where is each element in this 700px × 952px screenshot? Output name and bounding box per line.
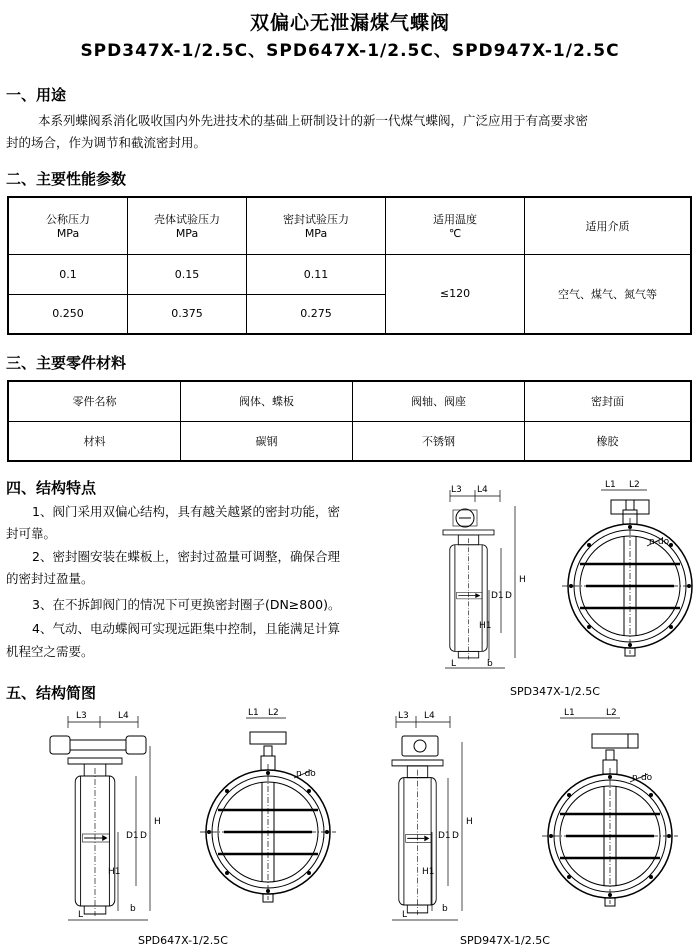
feature-line-2: 封可靠。 — [6, 526, 57, 541]
performance-table — [7, 196, 692, 335]
parts-header-2: 阀轴、阀座 — [353, 381, 525, 421]
label-l2: L2 — [268, 708, 279, 718]
label-d1: D1 — [126, 831, 139, 841]
label-d1: D1 — [438, 831, 451, 841]
page-subtitle: SPD347X-1/2.5C、SPD647X-1/2.5C、SPD947X-1/2.5C — [80, 41, 620, 61]
label-l1: L1 — [605, 480, 616, 490]
diagram-spd347 — [415, 478, 693, 678]
row1-shell: 0.15 — [128, 254, 247, 294]
header-nominal-pressure: 公称压力 MPa — [8, 197, 128, 254]
caption-spd347: SPD347X-1/2.5C — [510, 685, 600, 698]
parts-header-3: 密封面 — [525, 381, 692, 421]
label-l1: L1 — [564, 708, 575, 718]
section4-heading: 四、结构特点 — [6, 479, 97, 497]
label-l: L — [451, 659, 457, 669]
caption-spd647: SPD647X-1/2.5C — [138, 934, 228, 947]
row2-seal: 0.275 — [247, 294, 386, 334]
label-l4: L4 — [118, 711, 129, 721]
header-seal-test: 密封试验压力 MPa — [247, 197, 386, 254]
label-l2: L2 — [606, 708, 617, 718]
material-cell-1: 碳钢 — [181, 421, 353, 461]
label-h: H — [154, 817, 161, 827]
row1-seal: 0.11 — [247, 254, 386, 294]
parts-header-0: 零件名称 — [8, 381, 181, 421]
label-l3: L3 — [398, 711, 409, 721]
label-l: L — [78, 910, 84, 920]
label-b: b — [487, 659, 493, 669]
label-h1: H1 — [108, 867, 121, 877]
material-cell-3: 橡胶 — [525, 421, 692, 461]
feature-line-5: 3、在不拆卸阀门的情况下可更换密封圈子(DN≥800)。 — [32, 597, 341, 612]
label-h: H — [466, 817, 473, 827]
label-d1: D1 — [491, 591, 504, 601]
label-l: L — [402, 910, 408, 920]
label-d: D — [140, 831, 147, 841]
header-temperature: 适用温度 ℃ — [386, 197, 525, 254]
label-h1: H1 — [422, 867, 435, 877]
parts-header-1: 阀体、蝶板 — [181, 381, 353, 421]
caption-spd947: SPD947X-1/2.5C — [460, 934, 550, 947]
section5-heading: 五、结构简图 — [6, 684, 97, 702]
label-ndo: n do — [296, 769, 316, 779]
section3-heading: 三、主要零件材料 — [6, 354, 127, 372]
page-title: 双偏心无泄漏煤气蝶阀 — [249, 12, 450, 34]
label-l2: L2 — [629, 480, 640, 490]
label-l3: L3 — [76, 711, 87, 721]
header-shell-test: 壳体试验压力 MPa — [128, 197, 247, 254]
medium-value: 空气、煤气、氮气等 — [525, 254, 692, 334]
label-l3: L3 — [451, 485, 462, 495]
materials-table — [7, 380, 692, 462]
row2-shell: 0.375 — [128, 294, 247, 334]
label-b: b — [442, 904, 448, 914]
label-h: H — [519, 575, 526, 585]
temperature-value: ≤120 — [386, 254, 525, 334]
label-ndo: n-do — [632, 773, 653, 783]
section1-line2: 封的场合，作为调节和截流密封用。 — [6, 135, 207, 150]
section2-heading: 二、主要性能参数 — [6, 170, 127, 188]
label-l1: L1 — [248, 708, 259, 718]
header-medium: 适用介质 — [525, 197, 692, 254]
feature-line-6: 4、气动、电动蝶阀可实现远距集中控制，且能满足计算 — [32, 621, 340, 636]
label-d: D — [452, 831, 459, 841]
label-ndo: n-do — [649, 537, 670, 547]
row1-nominal: 0.1 — [8, 254, 128, 294]
label-h1: H1 — [479, 621, 492, 631]
section1-line1: 本系列蝶阀系消化吸收国内外先进技术的基础上研制设计的新一代煤气蝶阀，广泛应用于有高要求密 — [38, 113, 589, 128]
feature-line-7: 机程空之需要。 — [6, 644, 94, 659]
material-cell-0: 材料 — [8, 421, 181, 461]
diagram-spd947 — [380, 706, 690, 930]
section1-heading: 一、用途 — [6, 86, 67, 104]
feature-line-4: 的密封过盈量。 — [6, 571, 94, 586]
label-d: D — [505, 591, 512, 601]
material-cell-2: 不锈钢 — [353, 421, 525, 461]
label-b: b — [130, 904, 136, 914]
label-l4: L4 — [424, 711, 435, 721]
diagram-spd647 — [38, 706, 338, 930]
feature-line-3: 2、密封圈安装在蝶板上，密封过盈量可调整，确保合理 — [32, 549, 340, 564]
feature-line-1: 1、阀门采用双偏心结构，具有越关越紧的密封功能，密 — [32, 504, 340, 519]
row2-nominal: 0.250 — [8, 294, 128, 334]
label-l4: L4 — [477, 485, 488, 495]
